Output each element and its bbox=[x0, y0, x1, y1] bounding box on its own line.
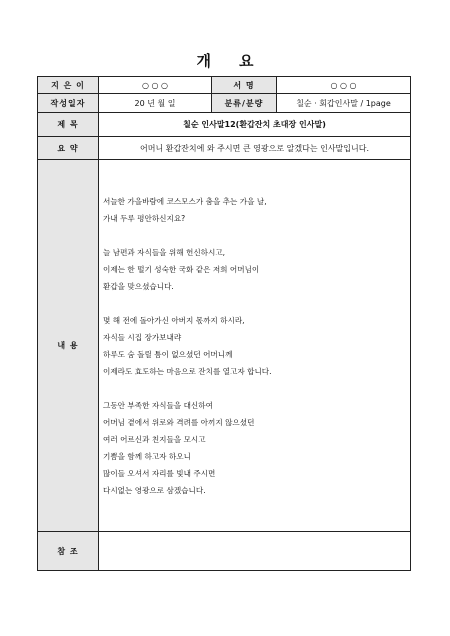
content-line: 이제라도 효도하는 마음으로 잔치를 열고자 합니다. bbox=[103, 366, 272, 376]
content-line: 몇 해 전에 돌아가신 아버지 몫까지 하시라, bbox=[103, 315, 245, 325]
reference-value bbox=[99, 532, 411, 571]
summary-label: 요 약 bbox=[38, 137, 99, 160]
content-line: 그동안 부족한 자식들을 대신하여 bbox=[103, 400, 213, 410]
signature-value: ○ ○ ○ bbox=[277, 77, 411, 94]
subject-value: 칠순 인사말12(환갑잔치 초대장 인사말) bbox=[99, 113, 411, 137]
content-line: 이제는 한 떨기 성숙한 국화 같은 저희 어머님이 bbox=[103, 264, 260, 274]
content-line: 늘 남편과 자식들을 위해 헌신하시고, bbox=[103, 247, 226, 257]
date-label: 작성일자 bbox=[38, 94, 99, 113]
content-row bbox=[38, 160, 411, 532]
category-value: 칠순 · 회갑인사말 / 1page bbox=[277, 94, 411, 113]
content-line: 하루도 숨 돌릴 틈이 없으셨던 어머니께 bbox=[103, 349, 233, 359]
reference-label: 참 조 bbox=[38, 532, 99, 571]
title-char-2: 요 bbox=[239, 52, 254, 70]
author-label: 지 은 이 bbox=[38, 77, 99, 94]
category-label: 분류/분량 bbox=[212, 94, 277, 113]
reference-row bbox=[38, 532, 411, 571]
author-row bbox=[38, 77, 411, 94]
content-label: 내 용 bbox=[38, 160, 99, 532]
content-line: 자식들 시집 장가보내랴 bbox=[103, 332, 182, 342]
signature-label: 서 명 bbox=[212, 77, 277, 94]
content-line: 많이들 오셔서 자리를 빛내 주시면 bbox=[103, 468, 216, 478]
date-value: 20 년 월 일 bbox=[99, 94, 212, 113]
content-line: 다시없는 영광으로 삼겠습니다. bbox=[103, 485, 206, 495]
author-value: ○ ○ ○ bbox=[99, 77, 212, 94]
content-line: 서늘한 가을바람에 코스모스가 춤을 추는 가을 날, bbox=[103, 196, 267, 206]
subject-row bbox=[38, 113, 411, 137]
summary-row bbox=[38, 137, 411, 160]
content-body bbox=[99, 160, 411, 532]
content-line: 기쁨을 함께 하고자 하오니 bbox=[103, 451, 191, 461]
date-row bbox=[38, 94, 411, 113]
content-line: 어머님 곁에서 위로와 격려를 아끼지 않으셨던 bbox=[103, 417, 255, 427]
overview-form-table bbox=[37, 76, 411, 571]
content-line: 가내 두루 평안하신지요? bbox=[103, 213, 186, 223]
subject-label: 제 목 bbox=[38, 113, 99, 137]
document-title bbox=[0, 50, 450, 71]
content-line: 여러 어르신과 친지들을 모시고 bbox=[103, 434, 206, 444]
content-line: 환갑을 맞으셨습니다. bbox=[103, 281, 174, 291]
title-char-1: 개 bbox=[196, 52, 211, 70]
summary-value: 어머니 환갑잔치에 와 주시면 큰 영광으로 알겠다는 인사말입니다. bbox=[99, 137, 411, 160]
